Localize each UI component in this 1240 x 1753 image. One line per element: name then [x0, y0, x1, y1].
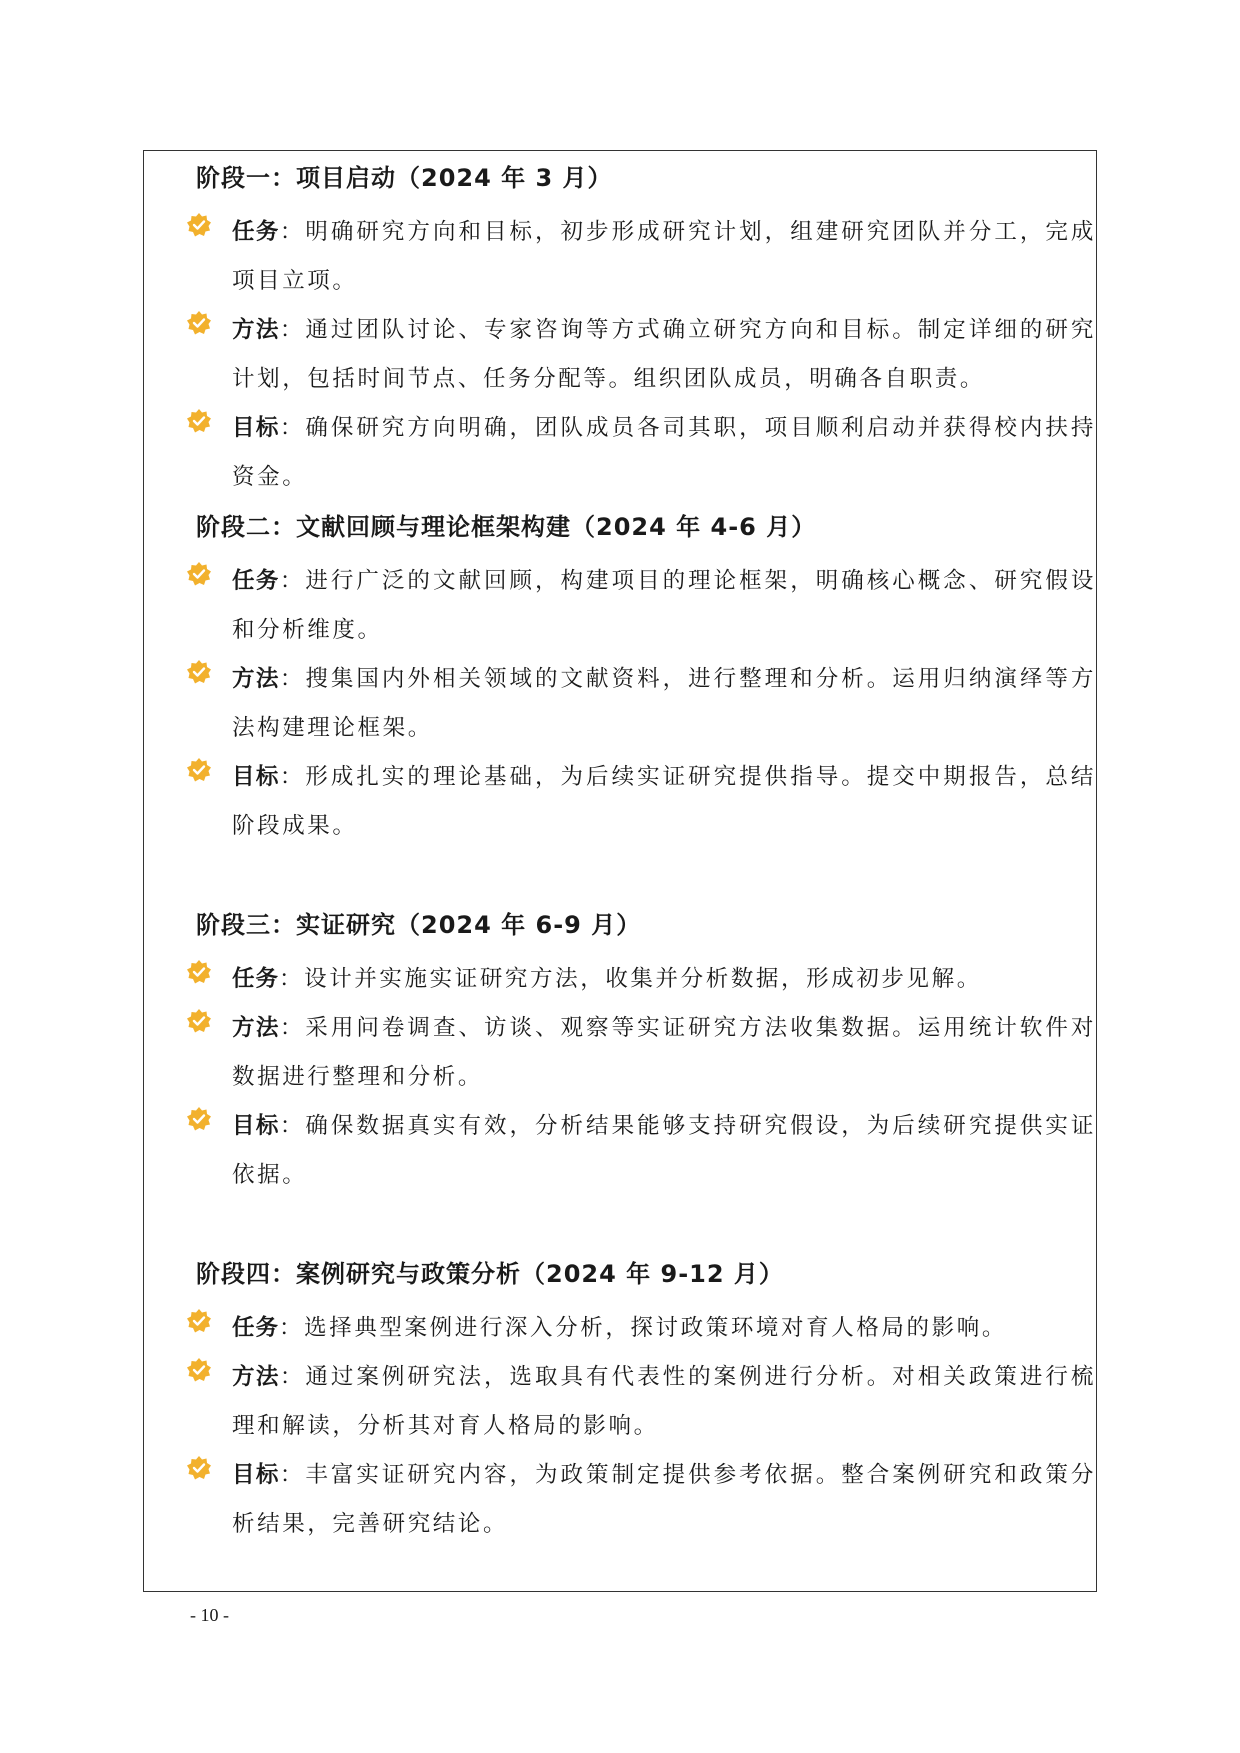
item-body: ：确保研究方向明确，团队成员各司其职，项目顺利启动并获得校内扶持资金。: [232, 415, 1096, 490]
badge-check-icon: [186, 212, 212, 238]
item-body: ：确保数据真实有效，分析结果能够支持研究假设，为后续研究提供实证依据。: [232, 1113, 1096, 1188]
item-text: [232, 1451, 1096, 1549]
badge-check-icon: [186, 659, 212, 685]
badge-check-icon: [186, 1308, 212, 1334]
item-label: 目标: [232, 764, 280, 790]
item-body: ：明确研究方向和目标，初步形成研究计划，组建研究团队并分工，完成项目立项。: [232, 219, 1096, 294]
item-body: ：通过团队讨论、专家咨询等方式确立研究方向和目标。制定详细的研究计划，包括时间节点、任务分配等。组织团队成员，明确各自职责。: [232, 317, 1096, 392]
stage-title: 阶段一：项目启动（2024 年 3 月）: [196, 164, 613, 192]
stage-title: 阶段四：案例研究与政策分析（2024 年 9-12 月）: [196, 1260, 784, 1288]
badge-check-icon: [186, 757, 212, 783]
item-body: ：丰富实证研究内容，为政策制定提供参考依据。整合案例研究和政策分析结果，完善研究结论。: [232, 1462, 1096, 1537]
item-label: 任务: [232, 568, 280, 594]
item-body: ：采用问卷调查、访谈、观察等实证研究方法收集数据。运用统计软件对数据进行整理和分析。: [232, 1015, 1096, 1090]
item-text: [232, 306, 1096, 404]
badge-check-icon: [186, 408, 212, 434]
item-body: ：设计并实施实证研究方法，收集并分析数据，形成初步见解。: [279, 966, 982, 992]
badge-check-icon: [186, 1455, 212, 1481]
item-label: 任务: [232, 1315, 280, 1341]
item-label: 目标: [232, 1462, 280, 1488]
item-label: 目标: [232, 1113, 280, 1139]
badge-check-icon: [186, 310, 212, 336]
item-body: ：进行广泛的文献回顾，构建项目的理论框架，明确核心概念、研究假设和分析维度。: [232, 568, 1096, 643]
item-text: [232, 655, 1096, 753]
item-label: 任务: [232, 219, 280, 245]
badge-check-icon: [186, 1357, 212, 1383]
badge-check-icon: [186, 1106, 212, 1132]
item-body: ：选择典型案例进行深入分析，探讨政策环境对育人格局的影响。: [279, 1315, 1007, 1341]
stage-title: 阶段三：实证研究（2024 年 6-9 月）: [196, 911, 642, 939]
item-text: [232, 557, 1096, 655]
item-text: [232, 404, 1096, 502]
page-number: - 10 -: [190, 1605, 229, 1625]
item-text: [232, 1304, 1096, 1353]
item-text: [232, 955, 1096, 1004]
item-label: 目标: [232, 415, 280, 441]
item-label: 方法: [232, 1015, 280, 1041]
item-label: 方法: [232, 317, 280, 343]
badge-check-icon: [186, 1008, 212, 1034]
item-text: [232, 208, 1096, 306]
badge-check-icon: [186, 959, 212, 985]
item-text: [232, 1102, 1096, 1200]
item-label: 方法: [232, 1364, 280, 1390]
item-text: [232, 1004, 1096, 1102]
item-body: ：搜集国内外相关领域的文献资料，进行整理和分析。运用归纳演绎等方法构建理论框架。: [232, 666, 1096, 741]
badge-check-icon: [186, 561, 212, 587]
item-body: ：通过案例研究法，选取具有代表性的案例进行分析。对相关政策进行梳理和解读，分析其对育人格局的影响。: [232, 1364, 1096, 1439]
item-label: 方法: [232, 666, 280, 692]
item-text: [232, 753, 1096, 851]
stage-title: 阶段二：文献回顾与理论框架构建（2024 年 4-6 月）: [196, 513, 817, 541]
item-label: 任务: [232, 966, 280, 992]
item-text: [232, 1353, 1096, 1451]
item-body: ：形成扎实的理论基础，为后续实证研究提供指导。提交中期报告，总结阶段成果。: [232, 764, 1096, 839]
